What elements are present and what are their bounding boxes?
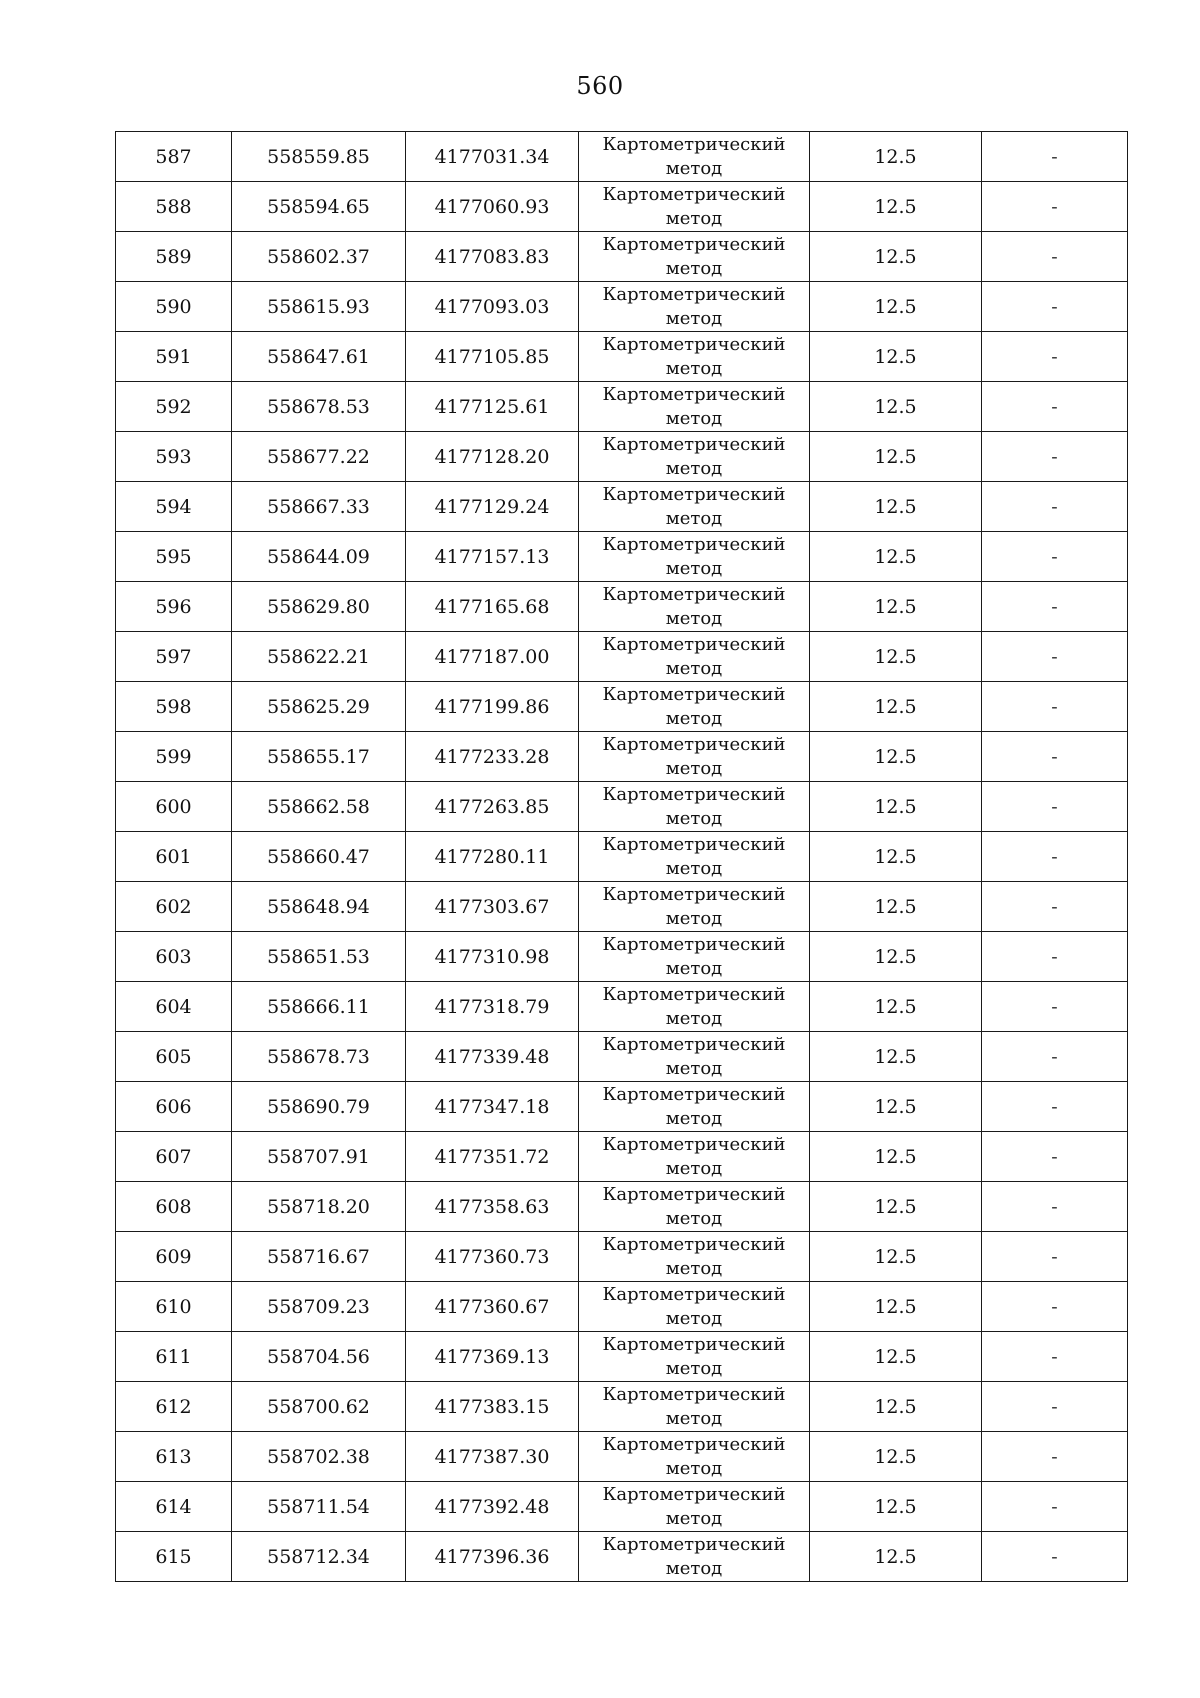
- x-coordinate-cell: 558709.23: [232, 1282, 406, 1332]
- x-coordinate-cell: 558666.11: [232, 982, 406, 1032]
- x-coordinate-cell: 558651.53: [232, 932, 406, 982]
- note-cell: -: [982, 132, 1128, 182]
- note-cell: -: [982, 1532, 1128, 1582]
- note-cell: -: [982, 882, 1128, 932]
- point-number-cell: 611: [116, 1332, 232, 1382]
- note-cell: -: [982, 532, 1128, 582]
- method-line-1: Картометрический: [602, 133, 786, 155]
- y-coordinate-cell: 4177392.48: [406, 1482, 579, 1532]
- accuracy-cell: 12.5: [810, 732, 982, 782]
- note-cell: -: [982, 1082, 1128, 1132]
- method-cell: [579, 1482, 810, 1532]
- point-number-cell: 607: [116, 1132, 232, 1182]
- method-cell: [579, 1382, 810, 1432]
- y-coordinate-cell: 4177157.13: [406, 532, 579, 582]
- x-coordinate-cell: 558677.22: [232, 432, 406, 482]
- accuracy-cell: 12.5: [810, 982, 982, 1032]
- table-row: [116, 832, 1128, 882]
- table-row: [116, 982, 1128, 1032]
- table-row: [116, 432, 1128, 482]
- method-line-1: Картометрический: [602, 333, 786, 355]
- method-line-1: Картометрический: [602, 1183, 786, 1205]
- point-number-cell: 587: [116, 132, 232, 182]
- y-coordinate-cell: 4177093.03: [406, 282, 579, 332]
- point-number-cell: 595: [116, 532, 232, 582]
- x-coordinate-cell: 558602.37: [232, 232, 406, 282]
- point-number-cell: 600: [116, 782, 232, 832]
- x-coordinate-cell: 558718.20: [232, 1182, 406, 1232]
- method-line-2: метод: [665, 357, 723, 379]
- method-line-1: Картометрический: [602, 733, 786, 755]
- y-coordinate-cell: 4177233.28: [406, 732, 579, 782]
- method-line-2: метод: [665, 1007, 723, 1029]
- point-number-cell: 593: [116, 432, 232, 482]
- note-cell: -: [982, 1432, 1128, 1482]
- method-line-1: Картометрический: [602, 1083, 786, 1105]
- accuracy-cell: 12.5: [810, 432, 982, 482]
- accuracy-cell: 12.5: [810, 282, 982, 332]
- point-number-cell: 613: [116, 1432, 232, 1482]
- note-cell: -: [982, 182, 1128, 232]
- method-line-2: метод: [665, 607, 723, 629]
- method-cell: [579, 282, 810, 332]
- method-line-2: метод: [665, 407, 723, 429]
- table-row: [116, 782, 1128, 832]
- coordinates-table: [115, 131, 1128, 1582]
- x-coordinate-cell: 558615.93: [232, 282, 406, 332]
- method-line-1: Картометрический: [602, 983, 786, 1005]
- method-line-1: Картометрический: [602, 683, 786, 705]
- note-cell: -: [982, 1382, 1128, 1432]
- y-coordinate-cell: 4177360.67: [406, 1282, 579, 1332]
- method-cell: [579, 582, 810, 632]
- method-line-2: метод: [665, 1457, 723, 1479]
- accuracy-cell: 12.5: [810, 232, 982, 282]
- table-row: [116, 632, 1128, 682]
- point-number-cell: 610: [116, 1282, 232, 1332]
- method-line-2: метод: [665, 1157, 723, 1179]
- method-line-2: метод: [665, 1107, 723, 1129]
- accuracy-cell: 12.5: [810, 132, 982, 182]
- table-row: [116, 582, 1128, 632]
- accuracy-cell: 12.5: [810, 1232, 982, 1282]
- note-cell: -: [982, 482, 1128, 532]
- y-coordinate-cell: 4177280.11: [406, 832, 579, 882]
- method-line-1: Картометрический: [602, 1483, 786, 1505]
- accuracy-cell: 12.5: [810, 1382, 982, 1432]
- y-coordinate-cell: 4177125.61: [406, 382, 579, 432]
- accuracy-cell: 12.5: [810, 832, 982, 882]
- y-coordinate-cell: 4177187.00: [406, 632, 579, 682]
- y-coordinate-cell: 4177387.30: [406, 1432, 579, 1482]
- accuracy-cell: 12.5: [810, 882, 982, 932]
- point-number-cell: 591: [116, 332, 232, 382]
- x-coordinate-cell: 558690.79: [232, 1082, 406, 1132]
- method-cell: [579, 732, 810, 782]
- method-line-2: метод: [665, 157, 723, 179]
- method-line-2: метод: [665, 707, 723, 729]
- method-line-1: Картометрический: [602, 1433, 786, 1455]
- y-coordinate-cell: 4177031.34: [406, 132, 579, 182]
- x-coordinate-cell: 558678.73: [232, 1032, 406, 1082]
- point-number-cell: 615: [116, 1532, 232, 1582]
- point-number-cell: 592: [116, 382, 232, 432]
- table-row: [116, 1382, 1128, 1432]
- y-coordinate-cell: 4177199.86: [406, 682, 579, 732]
- table-row: [116, 1432, 1128, 1482]
- note-cell: -: [982, 1332, 1128, 1382]
- table-row: [116, 232, 1128, 282]
- method-line-2: метод: [665, 307, 723, 329]
- x-coordinate-cell: 558644.09: [232, 532, 406, 582]
- point-number-cell: 601: [116, 832, 232, 882]
- accuracy-cell: 12.5: [810, 632, 982, 682]
- y-coordinate-cell: 4177263.85: [406, 782, 579, 832]
- point-number-cell: 603: [116, 932, 232, 982]
- y-coordinate-cell: 4177310.98: [406, 932, 579, 982]
- y-coordinate-cell: 4177383.15: [406, 1382, 579, 1432]
- table-row: [116, 732, 1128, 782]
- y-coordinate-cell: 4177369.13: [406, 1332, 579, 1382]
- table-row: [116, 332, 1128, 382]
- method-cell: [579, 1082, 810, 1132]
- page-number: 560: [576, 72, 624, 100]
- method-cell: [579, 1332, 810, 1382]
- coordinates-table-body: [116, 132, 1128, 1582]
- accuracy-cell: 12.5: [810, 932, 982, 982]
- table-row: [116, 482, 1128, 532]
- x-coordinate-cell: 558711.54: [232, 1482, 406, 1532]
- table-row: [116, 932, 1128, 982]
- method-line-1: Картометрический: [602, 1283, 786, 1305]
- method-line-2: метод: [665, 207, 723, 229]
- point-number-cell: 608: [116, 1182, 232, 1232]
- point-number-cell: 612: [116, 1382, 232, 1432]
- point-number-cell: 609: [116, 1232, 232, 1282]
- accuracy-cell: 12.5: [810, 532, 982, 582]
- method-line-2: метод: [665, 1407, 723, 1429]
- method-cell: [579, 132, 810, 182]
- point-number-cell: 589: [116, 232, 232, 282]
- accuracy-cell: 12.5: [810, 1332, 982, 1382]
- method-cell: [579, 382, 810, 432]
- accuracy-cell: 12.5: [810, 332, 982, 382]
- accuracy-cell: 12.5: [810, 1082, 982, 1132]
- point-number-cell: 614: [116, 1482, 232, 1532]
- y-coordinate-cell: 4177303.67: [406, 882, 579, 932]
- table-row: [116, 132, 1128, 182]
- note-cell: -: [982, 782, 1128, 832]
- accuracy-cell: 12.5: [810, 1032, 982, 1082]
- x-coordinate-cell: 558716.67: [232, 1232, 406, 1282]
- y-coordinate-cell: 4177060.93: [406, 182, 579, 232]
- table-row: [116, 682, 1128, 732]
- accuracy-cell: 12.5: [810, 1482, 982, 1532]
- method-cell: [579, 482, 810, 532]
- note-cell: -: [982, 582, 1128, 632]
- x-coordinate-cell: 558625.29: [232, 682, 406, 732]
- method-line-2: метод: [665, 857, 723, 879]
- table-row: [116, 1532, 1128, 1582]
- point-number-cell: 597: [116, 632, 232, 682]
- x-coordinate-cell: 558702.38: [232, 1432, 406, 1482]
- point-number-cell: 605: [116, 1032, 232, 1082]
- y-coordinate-cell: 4177358.63: [406, 1182, 579, 1232]
- y-coordinate-cell: 4177360.73: [406, 1232, 579, 1282]
- method-cell: [579, 1232, 810, 1282]
- table-row: [116, 1232, 1128, 1282]
- method-line-1: Картометрический: [602, 183, 786, 205]
- x-coordinate-cell: 558704.56: [232, 1332, 406, 1382]
- x-coordinate-cell: 558662.58: [232, 782, 406, 832]
- method-cell: [579, 182, 810, 232]
- method-cell: [579, 532, 810, 582]
- accuracy-cell: 12.5: [810, 1282, 982, 1332]
- method-line-1: Картометрический: [602, 533, 786, 555]
- note-cell: -: [982, 932, 1128, 982]
- note-cell: -: [982, 632, 1128, 682]
- note-cell: -: [982, 832, 1128, 882]
- table-row: [116, 1132, 1128, 1182]
- accuracy-cell: 12.5: [810, 1182, 982, 1232]
- note-cell: -: [982, 982, 1128, 1032]
- point-number-cell: 604: [116, 982, 232, 1032]
- accuracy-cell: 12.5: [810, 382, 982, 432]
- method-line-2: метод: [665, 1507, 723, 1529]
- method-line-2: метод: [665, 1257, 723, 1279]
- method-line-1: Картометрический: [602, 483, 786, 505]
- note-cell: -: [982, 1132, 1128, 1182]
- method-cell: [579, 432, 810, 482]
- note-cell: -: [982, 382, 1128, 432]
- x-coordinate-cell: 558712.34: [232, 1532, 406, 1582]
- method-line-1: Картометрический: [602, 633, 786, 655]
- x-coordinate-cell: 558559.85: [232, 132, 406, 182]
- accuracy-cell: 12.5: [810, 1132, 982, 1182]
- note-cell: -: [982, 1232, 1128, 1282]
- method-cell: [579, 832, 810, 882]
- accuracy-cell: 12.5: [810, 482, 982, 532]
- method-cell: [579, 1132, 810, 1182]
- method-line-2: метод: [665, 507, 723, 529]
- method-cell: [579, 982, 810, 1032]
- note-cell: -: [982, 1482, 1128, 1532]
- method-line-1: Картометрический: [602, 1133, 786, 1155]
- x-coordinate-cell: 558647.61: [232, 332, 406, 382]
- point-number-cell: 594: [116, 482, 232, 532]
- method-line-2: метод: [665, 457, 723, 479]
- table-row: [116, 1082, 1128, 1132]
- method-line-1: Картометрический: [602, 383, 786, 405]
- method-line-2: метод: [665, 807, 723, 829]
- table-row: [116, 1482, 1128, 1532]
- accuracy-cell: 12.5: [810, 782, 982, 832]
- method-line-2: метод: [665, 257, 723, 279]
- method-line-2: метод: [665, 1557, 723, 1579]
- method-line-1: Картометрический: [602, 883, 786, 905]
- point-number-cell: 602: [116, 882, 232, 932]
- method-line-1: Картометрический: [602, 283, 786, 305]
- x-coordinate-cell: 558594.65: [232, 182, 406, 232]
- method-cell: [579, 1532, 810, 1582]
- method-line-2: метод: [665, 1357, 723, 1379]
- note-cell: -: [982, 1182, 1128, 1232]
- y-coordinate-cell: 4177347.18: [406, 1082, 579, 1132]
- point-number-cell: 598: [116, 682, 232, 732]
- table-row: [116, 1032, 1128, 1082]
- y-coordinate-cell: 4177129.24: [406, 482, 579, 532]
- method-cell: [579, 782, 810, 832]
- table-row: [116, 882, 1128, 932]
- table-row: [116, 1282, 1128, 1332]
- method-line-2: метод: [665, 757, 723, 779]
- y-coordinate-cell: 4177339.48: [406, 1032, 579, 1082]
- method-line-2: метод: [665, 657, 723, 679]
- x-coordinate-cell: 558660.47: [232, 832, 406, 882]
- note-cell: -: [982, 1282, 1128, 1332]
- method-cell: [579, 932, 810, 982]
- method-line-1: Картометрический: [602, 783, 786, 805]
- table-row: [116, 182, 1128, 232]
- table-row: [116, 382, 1128, 432]
- method-line-1: Картометрический: [602, 583, 786, 605]
- y-coordinate-cell: 4177105.85: [406, 332, 579, 382]
- table-row: [116, 1332, 1128, 1382]
- accuracy-cell: 12.5: [810, 182, 982, 232]
- method-cell: [579, 1032, 810, 1082]
- point-number-cell: 590: [116, 282, 232, 332]
- accuracy-cell: 12.5: [810, 1432, 982, 1482]
- method-cell: [579, 1282, 810, 1332]
- note-cell: -: [982, 682, 1128, 732]
- point-number-cell: 596: [116, 582, 232, 632]
- y-coordinate-cell: 4177165.68: [406, 582, 579, 632]
- point-number-cell: 588: [116, 182, 232, 232]
- method-line-2: метод: [665, 1207, 723, 1229]
- method-line-2: метод: [665, 1057, 723, 1079]
- note-cell: -: [982, 432, 1128, 482]
- method-line-1: Картометрический: [602, 1533, 786, 1555]
- method-cell: [579, 332, 810, 382]
- accuracy-cell: 12.5: [810, 1532, 982, 1582]
- x-coordinate-cell: 558648.94: [232, 882, 406, 932]
- x-coordinate-cell: 558678.53: [232, 382, 406, 432]
- method-line-2: метод: [665, 957, 723, 979]
- method-line-1: Картометрический: [602, 433, 786, 455]
- method-cell: [579, 1432, 810, 1482]
- accuracy-cell: 12.5: [810, 582, 982, 632]
- x-coordinate-cell: 558667.33: [232, 482, 406, 532]
- method-line-1: Картометрический: [602, 1383, 786, 1405]
- note-cell: -: [982, 232, 1128, 282]
- point-number-cell: 599: [116, 732, 232, 782]
- note-cell: -: [982, 1032, 1128, 1082]
- x-coordinate-cell: 558700.62: [232, 1382, 406, 1432]
- y-coordinate-cell: 4177083.83: [406, 232, 579, 282]
- note-cell: -: [982, 282, 1128, 332]
- x-coordinate-cell: 558655.17: [232, 732, 406, 782]
- table-row: [116, 532, 1128, 582]
- x-coordinate-cell: 558622.21: [232, 632, 406, 682]
- method-line-1: Картометрический: [602, 1033, 786, 1055]
- method-line-2: метод: [665, 557, 723, 579]
- method-line-2: метод: [665, 907, 723, 929]
- method-cell: [579, 882, 810, 932]
- method-line-1: Картометрический: [602, 1333, 786, 1355]
- table-row: [116, 282, 1128, 332]
- table-row: [116, 1182, 1128, 1232]
- x-coordinate-cell: 558629.80: [232, 582, 406, 632]
- note-cell: -: [982, 732, 1128, 782]
- method-line-1: Картометрический: [602, 233, 786, 255]
- method-line-1: Картометрический: [602, 933, 786, 955]
- note-cell: -: [982, 332, 1128, 382]
- method-line-1: Картометрический: [602, 1233, 786, 1255]
- method-cell: [579, 1182, 810, 1232]
- method-cell: [579, 632, 810, 682]
- x-coordinate-cell: 558707.91: [232, 1132, 406, 1182]
- method-cell: [579, 232, 810, 282]
- method-cell: [579, 682, 810, 732]
- y-coordinate-cell: 4177318.79: [406, 982, 579, 1032]
- y-coordinate-cell: 4177128.20: [406, 432, 579, 482]
- y-coordinate-cell: 4177396.36: [406, 1532, 579, 1582]
- method-line-2: метод: [665, 1307, 723, 1329]
- method-line-1: Картометрический: [602, 833, 786, 855]
- accuracy-cell: 12.5: [810, 682, 982, 732]
- y-coordinate-cell: 4177351.72: [406, 1132, 579, 1182]
- point-number-cell: 606: [116, 1082, 232, 1132]
